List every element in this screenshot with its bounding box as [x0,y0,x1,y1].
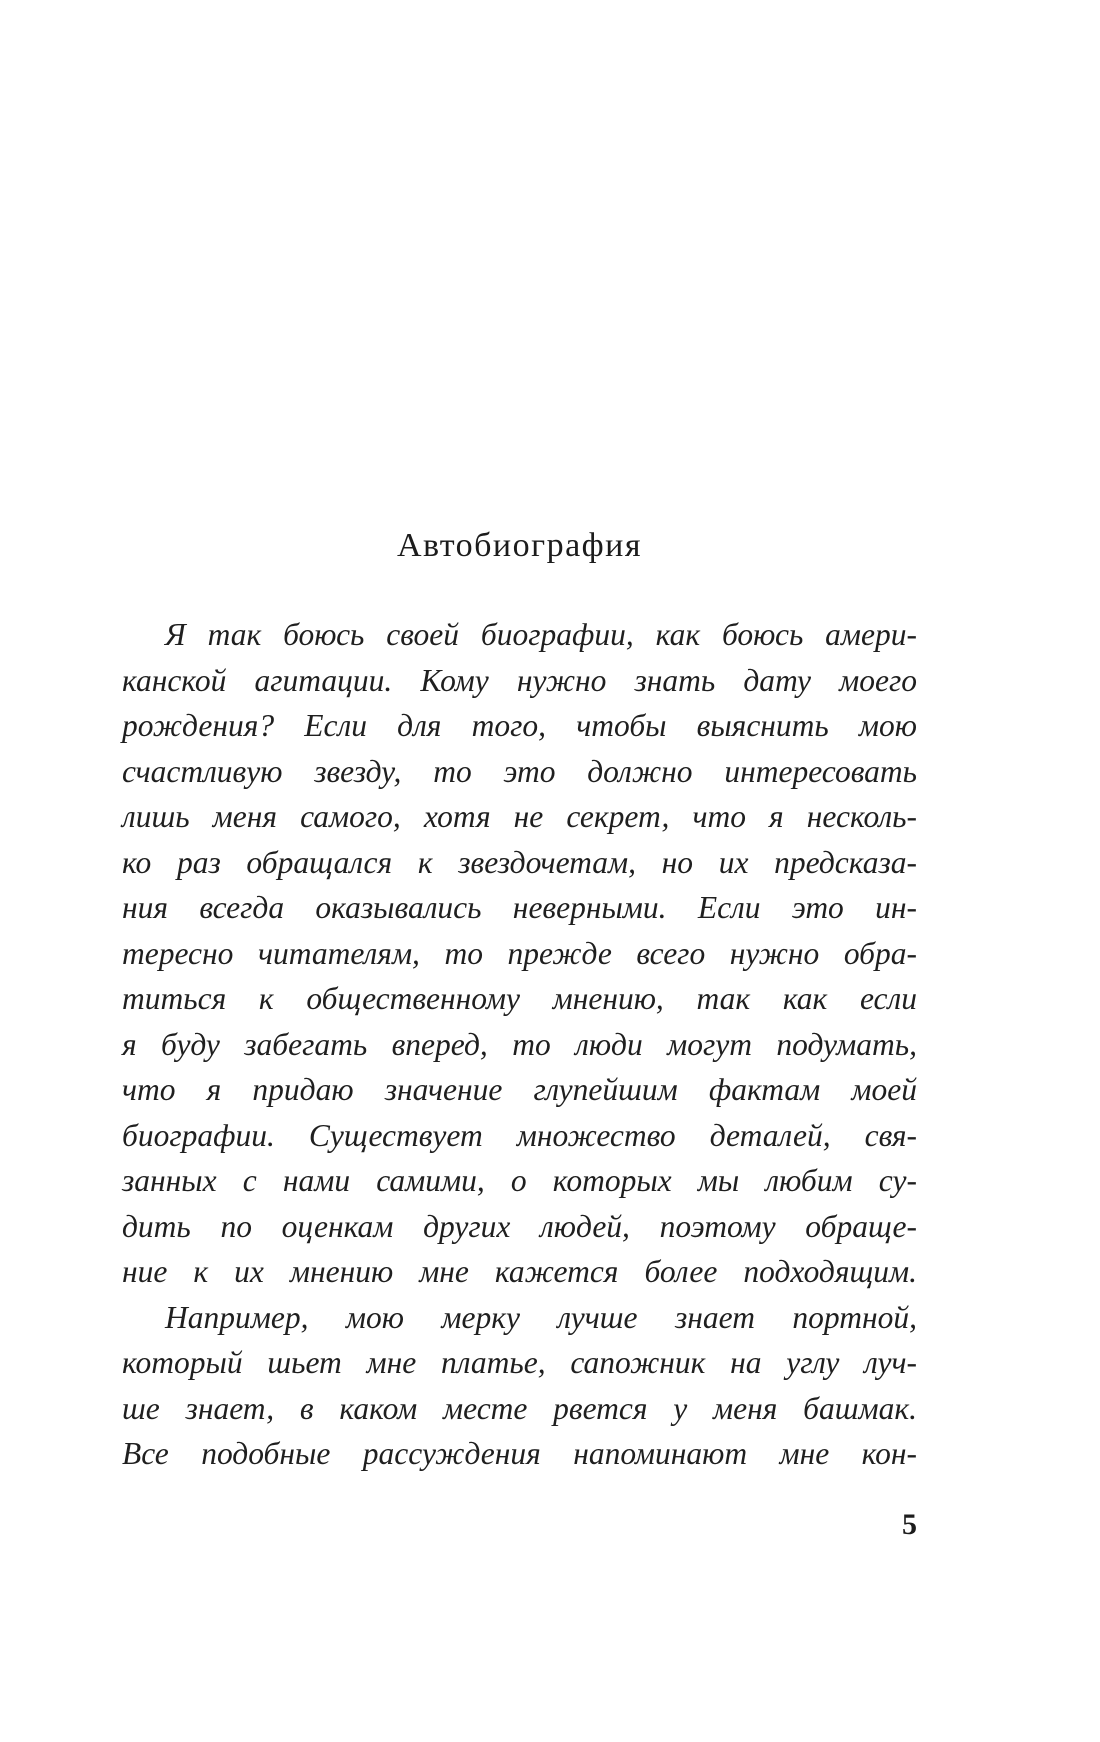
text-line: ше знает, в каком месте рвется у меня башмак. [122,1390,917,1426]
text-line: что я придаю значение глупейшим фактам моей [122,1072,917,1107]
text-line: биографии. Существует множество деталей, свя- [122,1117,917,1153]
text-line: канской агитации. Кому нужно знать дату моего [122,662,917,698]
text-line: я буду забегать вперед, то люди могут подумать, [122,1026,917,1062]
text-line: дить по оценкам других людей, поэтому обраще- [122,1208,917,1244]
text-line: ния всегда оказывались неверными. Если это ин- [122,890,917,925]
text-line: Например, мою мерку лучше знает портной, [165,1299,917,1335]
text-line: который шьет мне платье, сапожник на углу луч- [122,1345,917,1380]
text-line: ние к их мнению мне кажется более подходящим. [122,1254,917,1289]
chapter-title: Автобиография [396,527,643,564]
text-line: Все подобные рассуждения напоминают мне кон- [122,1436,917,1471]
text-line: Я так боюсь своей биографии, как боюсь амери- [165,617,917,652]
text-line: счастливую звезду, то это должно интересовать [122,753,917,789]
text-line: ко раз обращался к звездочетам, но их предсказа- [122,844,917,880]
text-line: занных с нами самими, о которых мы любим су- [122,1163,917,1198]
body-text-column [122,612,917,1477]
text-line: тересно читателям, то прежде всего нужно обра- [122,935,917,971]
text-line: рождения? Если для того, чтобы выяснить мою [122,708,917,743]
text-line: титься к общественному мнению, так как если [122,981,917,1016]
page-number: 5 [902,1508,917,1541]
text-line: лишь меня самого, хотя не секрет, что я несколь- [122,799,917,834]
